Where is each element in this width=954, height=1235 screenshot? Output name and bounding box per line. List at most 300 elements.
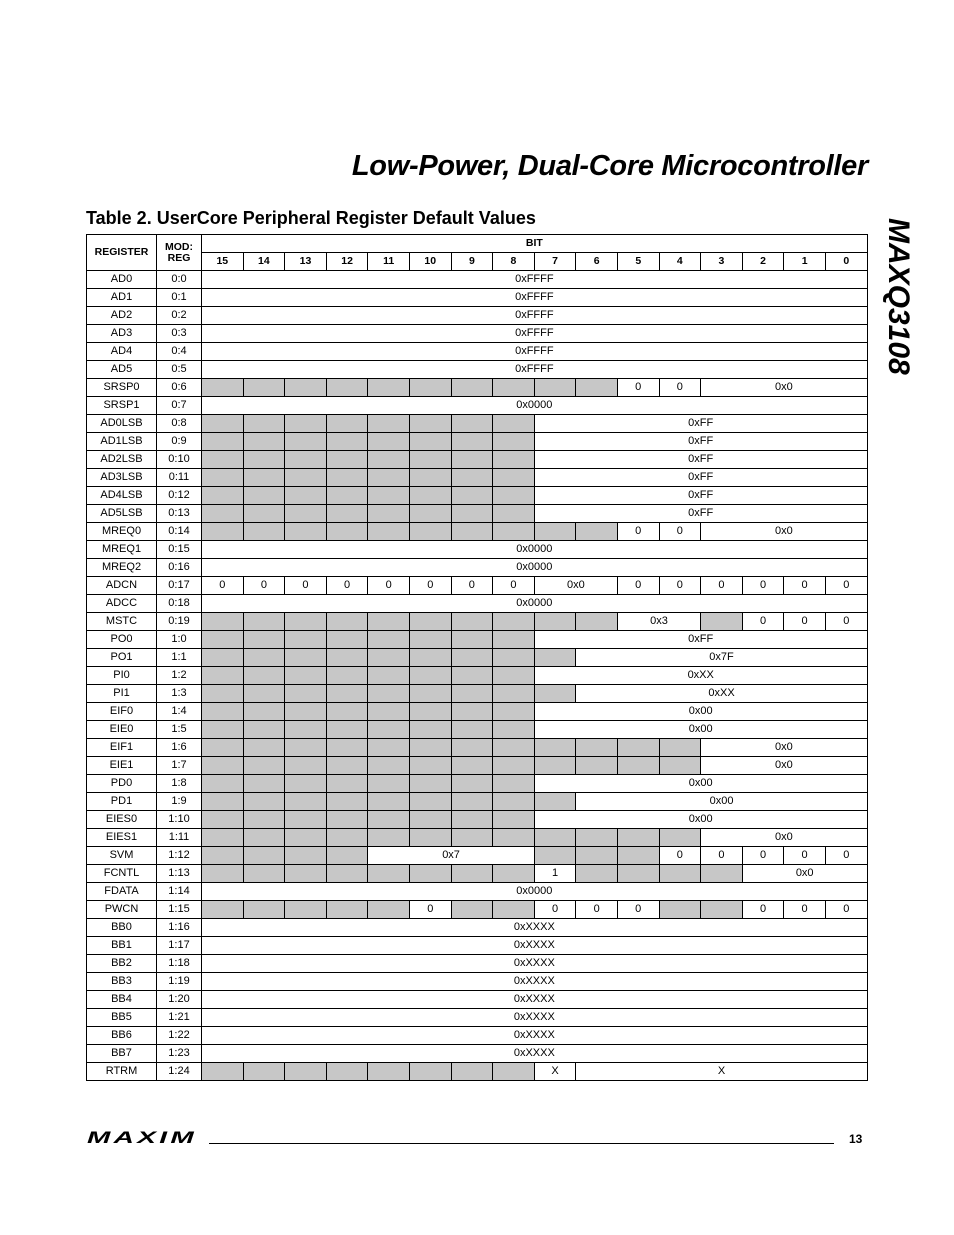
default-value-cell: 0xXXXX <box>202 1045 868 1063</box>
default-value-cell: 0x0 <box>701 829 868 847</box>
reserved-bit-cell <box>202 433 244 451</box>
table-row <box>87 433 868 451</box>
default-value-cell: 0 <box>285 577 327 595</box>
default-value-cell: 0x0 <box>534 577 617 595</box>
maxim-logo-text: MAXIM <box>87 1129 197 1145</box>
reserved-bit-cell <box>243 865 285 883</box>
table-row <box>87 883 868 901</box>
reserved-bit-cell <box>409 379 451 397</box>
table-row <box>87 415 868 433</box>
default-value-cell: 0xXX <box>534 667 867 685</box>
default-value-cell: 0xFF <box>534 631 867 649</box>
register-mod-reg: 0:13 <box>157 505 202 523</box>
part-number-vertical: MAXQ3108 <box>882 218 915 375</box>
reserved-bit-cell <box>326 433 368 451</box>
register-name: EIES0 <box>87 811 157 829</box>
table-row <box>87 289 868 307</box>
reserved-bit-cell <box>243 379 285 397</box>
default-value-cell: 0xFF <box>534 415 867 433</box>
default-value-cell: 0 <box>742 847 784 865</box>
default-value-cell: 0xFF <box>534 487 867 505</box>
reserved-bit-cell <box>368 505 410 523</box>
default-value-cell: 0 <box>742 577 784 595</box>
register-name: AD1 <box>87 289 157 307</box>
reserved-bit-cell <box>451 793 493 811</box>
reserved-bit-cell <box>243 451 285 469</box>
bit-header-13: 13 <box>285 253 327 271</box>
reserved-bit-cell <box>493 739 535 757</box>
default-value-cell: 0 <box>576 901 618 919</box>
bit-header-12: 12 <box>326 253 368 271</box>
reserved-bit-cell <box>368 613 410 631</box>
reserved-bit-cell <box>451 523 493 541</box>
reserved-bit-cell <box>451 649 493 667</box>
register-mod-reg: 1:13 <box>157 865 202 883</box>
reserved-bit-cell <box>243 667 285 685</box>
register-name: BB1 <box>87 937 157 955</box>
reserved-bit-cell <box>493 469 535 487</box>
reserved-bit-cell <box>493 631 535 649</box>
table-row <box>87 955 868 973</box>
default-value-cell: 0xFF <box>534 433 867 451</box>
reserved-bit-cell <box>409 469 451 487</box>
table-row <box>87 577 868 595</box>
table-row <box>87 757 868 775</box>
register-mod-reg: 1:1 <box>157 649 202 667</box>
register-name: BB0 <box>87 919 157 937</box>
register-name: PO0 <box>87 631 157 649</box>
reg-header-line: REG <box>167 251 191 264</box>
register-mod-reg: 1:12 <box>157 847 202 865</box>
reserved-bit-cell <box>326 631 368 649</box>
default-value-cell: 0xFFFF <box>202 325 868 343</box>
register-name: EIES1 <box>87 829 157 847</box>
reserved-bit-cell <box>409 433 451 451</box>
default-value-cell: 0x7 <box>368 847 534 865</box>
bit-header-2: 2 <box>742 253 784 271</box>
reserved-bit-cell <box>285 703 327 721</box>
table-row <box>87 271 868 289</box>
reserved-bit-cell <box>409 415 451 433</box>
register-name: EIF0 <box>87 703 157 721</box>
default-value-cell: 0 <box>784 613 826 631</box>
reserved-bit-cell <box>493 523 535 541</box>
default-value-cell: 0x0000 <box>202 595 868 613</box>
register-default-values-table <box>86 234 868 1081</box>
reserved-bit-cell <box>285 739 327 757</box>
bit-group-header: BIT <box>202 235 868 253</box>
reserved-bit-cell <box>368 865 410 883</box>
register-mod-reg: 0:18 <box>157 595 202 613</box>
reserved-bit-cell <box>451 613 493 631</box>
default-value-cell: 0xFFFF <box>202 307 868 325</box>
reserved-bit-cell <box>285 379 327 397</box>
reserved-bit-cell <box>409 451 451 469</box>
register-rows <box>87 271 868 1081</box>
reserved-bit-cell <box>659 901 701 919</box>
reserved-bit-cell <box>243 613 285 631</box>
reserved-bit-cell <box>326 667 368 685</box>
reserved-bit-cell <box>285 631 327 649</box>
register-name: AD0LSB <box>87 415 157 433</box>
reserved-bit-cell <box>617 847 659 865</box>
reserved-bit-cell <box>493 703 535 721</box>
reserved-bit-cell <box>202 469 244 487</box>
register-name: AD1LSB <box>87 433 157 451</box>
reserved-bit-cell <box>617 829 659 847</box>
reserved-bit-cell <box>202 379 244 397</box>
reserved-bit-cell <box>368 667 410 685</box>
table-row <box>87 1045 868 1063</box>
reserved-bit-cell <box>243 721 285 739</box>
register-mod-reg: 1:10 <box>157 811 202 829</box>
reserved-bit-cell <box>451 1063 493 1081</box>
register-name: ADCC <box>87 595 157 613</box>
reserved-bit-cell <box>285 451 327 469</box>
default-value-cell: 1 <box>534 865 576 883</box>
table-row <box>87 523 868 541</box>
reserved-bit-cell <box>243 649 285 667</box>
reserved-bit-cell <box>243 829 285 847</box>
reserved-bit-cell <box>243 775 285 793</box>
reserved-bit-cell <box>534 847 576 865</box>
reserved-bit-cell <box>285 847 327 865</box>
default-value-cell: 0 <box>617 523 659 541</box>
default-value-cell: 0 <box>659 379 701 397</box>
default-value-cell: 0 <box>493 577 535 595</box>
default-value-cell: 0x0000 <box>202 559 868 577</box>
reserved-bit-cell <box>659 757 701 775</box>
reserved-bit-cell <box>493 379 535 397</box>
reserved-bit-cell <box>576 865 618 883</box>
register-mod-reg: 0:15 <box>157 541 202 559</box>
default-value-cell: 0 <box>202 577 244 595</box>
reserved-bit-cell <box>243 415 285 433</box>
default-value-cell: 0 <box>784 901 826 919</box>
default-value-cell: 0 <box>243 577 285 595</box>
register-mod-reg: 0:14 <box>157 523 202 541</box>
reserved-bit-cell <box>534 379 576 397</box>
default-value-cell: 0xXXXX <box>202 973 868 991</box>
reserved-bit-cell <box>659 829 701 847</box>
reserved-bit-cell <box>285 721 327 739</box>
register-name: SVM <box>87 847 157 865</box>
reserved-bit-cell <box>409 721 451 739</box>
table-row <box>87 685 868 703</box>
reserved-bit-cell <box>326 811 368 829</box>
reserved-bit-cell <box>202 613 244 631</box>
reserved-bit-cell <box>701 613 743 631</box>
default-value-cell: 0 <box>701 847 743 865</box>
reserved-bit-cell <box>243 433 285 451</box>
default-value-cell: 0x0000 <box>202 541 868 559</box>
reserved-bit-cell <box>451 505 493 523</box>
reserved-bit-cell <box>493 415 535 433</box>
reserved-bit-cell <box>576 757 618 775</box>
register-mod-reg: 1:7 <box>157 757 202 775</box>
default-value-cell: 0 <box>326 577 368 595</box>
default-value-cell: X <box>576 1063 867 1081</box>
table-row <box>87 487 868 505</box>
maxim-logo <box>87 1129 199 1145</box>
reserved-bit-cell <box>534 523 576 541</box>
bit-header-15: 15 <box>202 253 244 271</box>
reserved-bit-cell <box>285 865 327 883</box>
reserved-bit-cell <box>409 667 451 685</box>
register-mod-reg: 1:4 <box>157 703 202 721</box>
reserved-bit-cell <box>451 757 493 775</box>
table-row <box>87 721 868 739</box>
register-name: AD4LSB <box>87 487 157 505</box>
reserved-bit-cell <box>326 847 368 865</box>
table-row <box>87 775 868 793</box>
default-value-cell: 0x0 <box>701 757 868 775</box>
register-name: BB4 <box>87 991 157 1009</box>
reserved-bit-cell <box>534 739 576 757</box>
register-name: PD1 <box>87 793 157 811</box>
mod-reg-column-header <box>157 235 202 271</box>
reserved-bit-cell <box>243 901 285 919</box>
table-row <box>87 541 868 559</box>
default-value-cell: 0 <box>409 901 451 919</box>
table-row <box>87 829 868 847</box>
register-name: ADCN <box>87 577 157 595</box>
reserved-bit-cell <box>451 487 493 505</box>
reserved-bit-cell <box>202 1063 244 1081</box>
reserved-bit-cell <box>368 685 410 703</box>
default-value-cell: 0x00 <box>534 721 867 739</box>
register-mod-reg: 0:16 <box>157 559 202 577</box>
reserved-bit-cell <box>576 613 618 631</box>
table-row <box>87 739 868 757</box>
reserved-bit-cell <box>326 649 368 667</box>
reserved-bit-cell <box>409 487 451 505</box>
reserved-bit-cell <box>326 721 368 739</box>
bit-number-header-row <box>87 253 868 271</box>
reserved-bit-cell <box>368 829 410 847</box>
register-mod-reg: 0:9 <box>157 433 202 451</box>
reserved-bit-cell <box>576 829 618 847</box>
reserved-bit-cell <box>368 739 410 757</box>
register-mod-reg: 0:19 <box>157 613 202 631</box>
reserved-bit-cell <box>326 613 368 631</box>
bit-header-11: 11 <box>368 253 410 271</box>
reserved-bit-cell <box>701 901 743 919</box>
reserved-bit-cell <box>326 505 368 523</box>
default-value-cell: 0xFFFF <box>202 289 868 307</box>
reserved-bit-cell <box>534 613 576 631</box>
reserved-bit-cell <box>409 739 451 757</box>
table-title: Table 2. UserCore Peripheral Register Default Values <box>86 208 536 228</box>
footer-divider <box>209 1143 834 1144</box>
reserved-bit-cell <box>285 811 327 829</box>
register-mod-reg: 0:6 <box>157 379 202 397</box>
reserved-bit-cell <box>368 793 410 811</box>
reserved-bit-cell <box>409 865 451 883</box>
table-row <box>87 505 868 523</box>
reserved-bit-cell <box>326 379 368 397</box>
default-value-cell: 0 <box>617 577 659 595</box>
reserved-bit-cell <box>368 811 410 829</box>
register-mod-reg: 0:1 <box>157 289 202 307</box>
reserved-bit-cell <box>285 757 327 775</box>
reserved-bit-cell <box>451 703 493 721</box>
register-name: MREQ2 <box>87 559 157 577</box>
bit-header-14: 14 <box>243 253 285 271</box>
table-row <box>87 451 868 469</box>
reserved-bit-cell <box>285 901 327 919</box>
reserved-bit-cell <box>493 793 535 811</box>
reserved-bit-cell <box>368 775 410 793</box>
default-value-cell: 0 <box>742 901 784 919</box>
reserved-bit-cell <box>202 811 244 829</box>
reserved-bit-cell <box>534 757 576 775</box>
reserved-bit-cell <box>243 505 285 523</box>
register-name: FCNTL <box>87 865 157 883</box>
bit-header-9: 9 <box>451 253 493 271</box>
reserved-bit-cell <box>409 505 451 523</box>
default-value-cell: X <box>534 1063 576 1081</box>
reserved-bit-cell <box>326 829 368 847</box>
table-row <box>87 1009 868 1027</box>
reserved-bit-cell <box>493 667 535 685</box>
mod-header-line: MOD: <box>165 240 193 253</box>
register-mod-reg: 0:17 <box>157 577 202 595</box>
register-mod-reg: 0:3 <box>157 325 202 343</box>
reserved-bit-cell <box>285 469 327 487</box>
reserved-bit-cell <box>617 739 659 757</box>
register-name: AD5LSB <box>87 505 157 523</box>
reserved-bit-cell <box>202 721 244 739</box>
reserved-bit-cell <box>451 865 493 883</box>
reserved-bit-cell <box>493 451 535 469</box>
reserved-bit-cell <box>326 451 368 469</box>
table-row <box>87 991 868 1009</box>
register-mod-reg: 1:23 <box>157 1045 202 1063</box>
reserved-bit-cell <box>243 631 285 649</box>
reserved-bit-cell <box>409 829 451 847</box>
reserved-bit-cell <box>451 829 493 847</box>
bit-header-4: 4 <box>659 253 701 271</box>
register-mod-reg: 0:0 <box>157 271 202 289</box>
table-row <box>87 703 868 721</box>
default-value-cell: 0x00 <box>534 703 867 721</box>
register-mod-reg: 1:0 <box>157 631 202 649</box>
bit-header-8: 8 <box>493 253 535 271</box>
register-name: EIF1 <box>87 739 157 757</box>
reserved-bit-cell <box>617 865 659 883</box>
reserved-bit-cell <box>202 685 244 703</box>
reserved-bit-cell <box>659 865 701 883</box>
table-row <box>87 343 868 361</box>
reserved-bit-cell <box>368 703 410 721</box>
default-value-cell: 0 <box>534 901 576 919</box>
reserved-bit-cell <box>451 667 493 685</box>
table-row <box>87 631 868 649</box>
register-mod-reg: 1:8 <box>157 775 202 793</box>
reserved-bit-cell <box>243 523 285 541</box>
bit-header-7: 7 <box>534 253 576 271</box>
register-mod-reg: 0:8 <box>157 415 202 433</box>
reserved-bit-cell <box>326 1063 368 1081</box>
reserved-bit-cell <box>368 487 410 505</box>
reserved-bit-cell <box>576 847 618 865</box>
register-mod-reg: 1:16 <box>157 919 202 937</box>
default-value-cell: 0 <box>742 613 784 631</box>
default-value-cell: 0x0 <box>742 865 867 883</box>
reserved-bit-cell <box>493 811 535 829</box>
register-mod-reg: 1:17 <box>157 937 202 955</box>
register-mod-reg: 1:20 <box>157 991 202 1009</box>
register-mod-reg: 0:12 <box>157 487 202 505</box>
reserved-bit-cell <box>326 865 368 883</box>
reserved-bit-cell <box>451 721 493 739</box>
bit-header-1: 1 <box>784 253 826 271</box>
default-value-cell: 0 <box>617 379 659 397</box>
table-row <box>87 307 868 325</box>
reserved-bit-cell <box>368 757 410 775</box>
default-value-cell: 0 <box>701 577 743 595</box>
reserved-bit-cell <box>326 685 368 703</box>
register-name: AD4 <box>87 343 157 361</box>
reserved-bit-cell <box>368 523 410 541</box>
reserved-bit-cell <box>368 469 410 487</box>
default-value-cell: 0xFFFF <box>202 343 868 361</box>
register-mod-reg: 0:2 <box>157 307 202 325</box>
register-name: PO1 <box>87 649 157 667</box>
default-value-cell: 0 <box>825 613 867 631</box>
reserved-bit-cell <box>493 721 535 739</box>
reserved-bit-cell <box>326 739 368 757</box>
reserved-bit-cell <box>493 649 535 667</box>
register-mod-reg: 0:11 <box>157 469 202 487</box>
register-mod-reg: 1:6 <box>157 739 202 757</box>
reserved-bit-cell <box>409 613 451 631</box>
register-name: AD2 <box>87 307 157 325</box>
reserved-bit-cell <box>243 847 285 865</box>
default-value-cell: 0x0 <box>701 523 868 541</box>
register-name: MREQ0 <box>87 523 157 541</box>
bit-header-5: 5 <box>617 253 659 271</box>
reserved-bit-cell <box>202 793 244 811</box>
reserved-bit-cell <box>451 901 493 919</box>
reserved-bit-cell <box>326 487 368 505</box>
register-name: PI1 <box>87 685 157 703</box>
table-row <box>87 595 868 613</box>
reserved-bit-cell <box>451 685 493 703</box>
reserved-bit-cell <box>243 757 285 775</box>
reserved-bit-cell <box>409 811 451 829</box>
default-value-cell: 0 <box>825 847 867 865</box>
reserved-bit-cell <box>243 793 285 811</box>
reserved-bit-cell <box>451 451 493 469</box>
default-value-cell: 0x00 <box>534 811 867 829</box>
table-row <box>87 361 868 379</box>
table-row <box>87 793 868 811</box>
header-row-top <box>87 235 868 253</box>
reserved-bit-cell <box>451 811 493 829</box>
register-mod-reg: 1:11 <box>157 829 202 847</box>
register-name: SRSP1 <box>87 397 157 415</box>
default-value-cell: 0 <box>409 577 451 595</box>
default-value-cell: 0 <box>784 577 826 595</box>
reserved-bit-cell <box>451 775 493 793</box>
table-row <box>87 1063 868 1081</box>
reserved-bit-cell <box>326 523 368 541</box>
reserved-bit-cell <box>202 487 244 505</box>
reserved-bit-cell <box>368 451 410 469</box>
reserved-bit-cell <box>451 739 493 757</box>
